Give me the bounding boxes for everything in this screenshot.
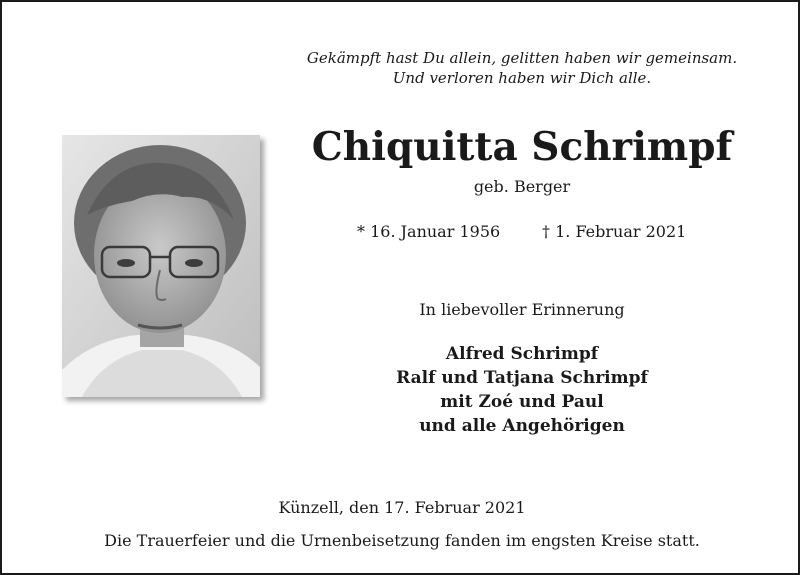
place-date: Künzell, den 17. Februar 2021 <box>278 498 526 517</box>
mourner-line: Alfred Schrimpf <box>445 344 599 364</box>
mourner-line: und alle Angehörigen <box>419 416 625 436</box>
portrait-image <box>62 135 260 397</box>
motto-line-1: Gekämpft hast Du allein, gelitten haben wir gemeinsam. <box>306 49 738 67</box>
maiden-name: geb. Berger <box>473 177 571 196</box>
mourner-line: mit Zoé und Paul <box>440 392 604 412</box>
mourner-line: Ralf und Tatjana Schrimpf <box>396 368 648 388</box>
motto-line-2: Und verloren haben wir Dich alle. <box>392 69 652 87</box>
portrait-photo <box>62 135 260 397</box>
deceased-name: Chiquitta Schrimpf <box>311 124 733 170</box>
mourners-list <box>302 342 742 438</box>
memory-phrase: In liebevoller Erinnerung <box>419 300 625 319</box>
death-date: † 1. Februar 2021 <box>542 222 687 241</box>
funeral-notice: Die Trauerfeier und die Urnenbeisetzung fanden im engsten Kreise statt. <box>104 531 700 550</box>
birth-date: * 16. Januar 1956 <box>357 222 501 241</box>
motto <box>242 48 800 88</box>
